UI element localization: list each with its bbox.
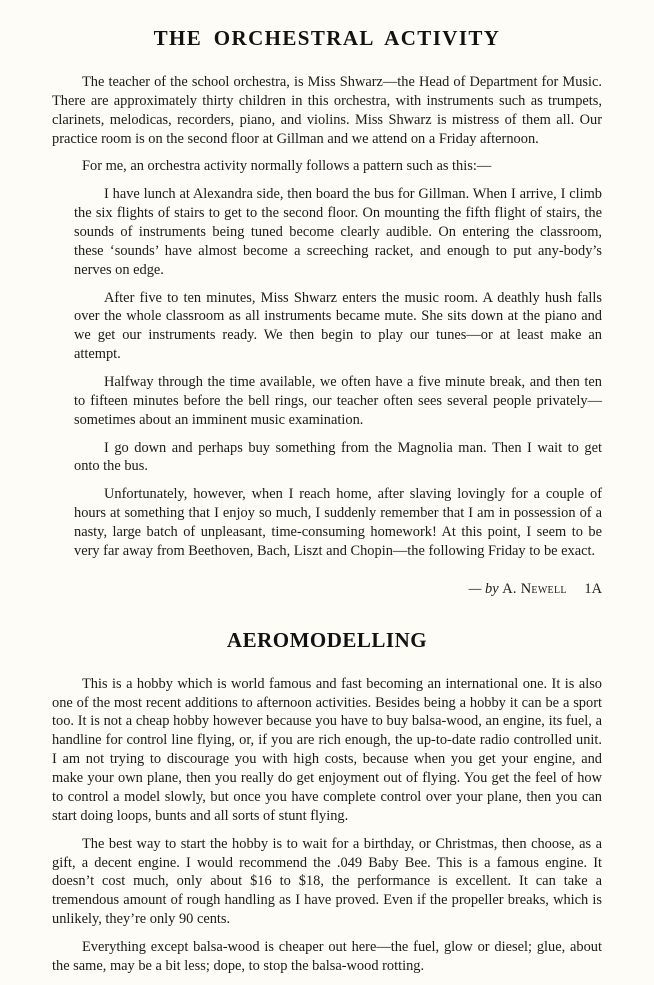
paragraph: I have lunch at Alexandra side, then board the bus for Gillman. When I arrive, I climb the six flights of stairs to get to the second floor. On mounting the fifth flight of stairs, the sounds of instruments being tuned become clearly audible. On entering the classroom, these ‘sounds’ have almost become a screeching racket, and enough to put any-body’s nerves on edge.	[74, 186, 602, 278]
paragraph: Everything except balsa-wood is cheaper out here—the fuel, glow or diesel; glue, about the same, may be a bit less; dope, to stop the balsa-wood rotting.	[52, 938, 602, 974]
article-orchestral-activity	[52, 26, 602, 598]
article-title-orchestral: THE ORCHESTRAL ACTIVITY	[153, 26, 501, 50]
byline-author: A. Newell	[502, 580, 567, 597]
paragraph: For me, an orchestra activity normally follows a pattern such as this:—	[82, 158, 492, 175]
paragraph: I go down and perhaps buy something from the Magnolia man. Then I wait to get onto the bus.	[74, 439, 602, 475]
byline-prefix: — by	[468, 580, 499, 597]
byline	[52, 581, 602, 598]
byline-form: 1A	[584, 580, 602, 597]
indented-narrative-block	[52, 185, 602, 560]
paragraph: The best way to start the hobby is to wait for a birthday, or Christmas, then choose, as a gift, a decent engine. I would recommend the .049 Baby Bee. This is a famous engine. It doesn’t cost much, only about $16 to $18, the performance is excellent. It can take a tremendous amount of rough handling as I have proved. Even if the propeller breaks, which is unlikely, they’re only 90 cents.	[52, 835, 602, 928]
paragraph: This is a hobby which is world famous and fast becoming an international one. It is also one of the most recent additions to afternoon activities. Besides being a hobby it can be a sport too. It is not a cheap hobby however because you have to buy balsa-wood, an engine, its fuel, a handline for control line flying, or, if you are rich enough, the up-to-date radio controlled unit. I am not trying to discourage you with high costs, because when you get your engine, and make your own plane, then you really do get enjoyment out of flying. You get the feel of how to control a model slowly, but once you have complete control over your plane, then you can start doing loops, bunts and all sorts of stunt flying.	[52, 675, 602, 824]
paragraph: Unfortunately, however, when I reach home, after slaving lovingly for a couple of hours at something that I enjoy so much, I suddenly remember that I am in possession of a nasty, large batch of unpleasant, time-consuming homework! At this point, I seem to be very far away from Beethoven, Bach, Liszt and Chopin—the following Friday to be exact.	[74, 486, 602, 559]
paragraph: Halfway through the time available, we often have a five minute break, and then ten to fifteen minutes before the bell rings, our teacher often sees several people privately—sometimes about an imminent music examination.	[74, 374, 602, 428]
section-divider-space	[52, 598, 602, 628]
article-aeromodelling	[52, 628, 602, 976]
paragraph: The teacher of the school orchestra, is Miss Shwarz—the Head of Department for Music. There are approximately thirty children in this orchestra, with instruments such as trumpets, clarinets, melodicas, recorders, piano, and violins. Miss Shwarz is mistress of them all. Our practice room is on the second floor at Gillman and we attend on a Friday afternoon.	[52, 74, 602, 147]
paragraph: After five to ten minutes, Miss Shwarz enters the music room. A deathly hush falls over the whole classroom as all instruments became mute. She sits down at the piano and we get our instruments ready. We then begin to play our tunes—or at least make an attempt.	[74, 289, 602, 363]
article-title-aeromodelling: AEROMODELLING	[226, 627, 428, 652]
